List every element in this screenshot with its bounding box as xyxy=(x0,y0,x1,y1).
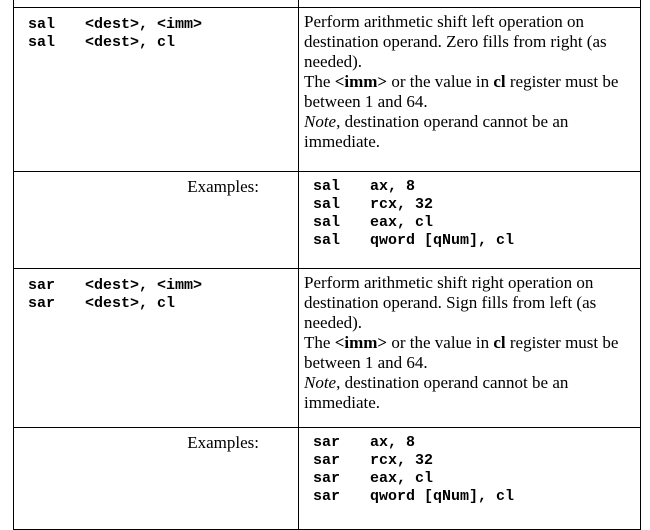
code-line xyxy=(313,232,640,250)
note-label: Note xyxy=(304,112,337,131)
code-operands: ax, 8 xyxy=(370,434,416,451)
code-mnemonic: sar xyxy=(313,488,341,505)
syntax-operands: <dest>, <imm> xyxy=(85,16,203,33)
code-line xyxy=(313,214,640,232)
table-row-sar xyxy=(14,269,641,428)
desc-imm-term: <imm> xyxy=(334,333,388,352)
code-mnemonic: sal xyxy=(313,196,341,213)
syntax-operands: <dest>, cl xyxy=(85,34,176,51)
syntax-mnemonic: sal xyxy=(28,16,56,33)
desc-text: The xyxy=(304,72,335,91)
code-operands: ax, 8 xyxy=(370,178,416,195)
note-text: , destination operand cannot be an immediate. xyxy=(304,373,569,412)
sal-description-range xyxy=(304,72,632,112)
desc-text: The xyxy=(304,333,335,352)
table-row-sal-examples xyxy=(14,172,641,269)
sar-syntax-line-imm xyxy=(28,277,298,295)
code-operands: qword [qNum], cl xyxy=(370,488,515,505)
syntax-mnemonic: sal xyxy=(28,34,56,51)
syntax-operands: <dest>, cl xyxy=(85,295,176,312)
note-text: , destination operand cannot be an immediate. xyxy=(304,112,569,151)
code-mnemonic: sal xyxy=(313,178,341,195)
sar-description-cell xyxy=(299,269,641,428)
instruction-reference-table xyxy=(13,0,641,530)
header-cell-instruction xyxy=(14,0,299,8)
desc-text: register must be between 1 and 64. xyxy=(304,333,619,372)
code-operands: qword [qNum], cl xyxy=(370,232,515,249)
desc-text: or the value in xyxy=(387,333,494,352)
syntax-mnemonic: sar xyxy=(28,295,56,312)
code-operands: eax, cl xyxy=(370,214,434,231)
syntax-operands: <dest>, <imm> xyxy=(85,277,203,294)
desc-text: register must be between 1 and 64. xyxy=(304,72,619,111)
sar-examples-label: Examples: xyxy=(14,428,299,530)
code-mnemonic: sar xyxy=(313,470,341,487)
code-line xyxy=(313,452,640,470)
sal-syntax-cell xyxy=(14,8,299,172)
syntax-mnemonic: sar xyxy=(28,277,56,294)
desc-cl-term: cl xyxy=(493,72,506,91)
sal-examples-cell xyxy=(299,172,641,269)
sal-description-line1: Perform arithmetic shift left operation on destination operand. Zero fills from right (as needed). xyxy=(304,12,607,71)
sar-description-range xyxy=(304,333,632,373)
code-line xyxy=(313,470,640,488)
code-line xyxy=(313,488,640,506)
code-mnemonic: sal xyxy=(313,214,341,231)
sal-description-cell xyxy=(299,8,641,172)
code-operands: rcx, 32 xyxy=(370,196,434,213)
code-mnemonic: sar xyxy=(313,434,341,451)
sar-examples-cell xyxy=(299,428,641,530)
instruction-reference-table-container xyxy=(13,0,640,530)
sar-description-line1: Perform arithmetic shift right operation on destination operand. Sign fills from left (as needed). xyxy=(304,273,597,332)
sal-syntax-line-cl xyxy=(28,34,298,52)
sal-examples-label: Examples: xyxy=(14,172,299,269)
desc-imm-term: <imm> xyxy=(334,72,388,91)
table-row-sal xyxy=(14,8,641,172)
code-operands: rcx, 32 xyxy=(370,452,434,469)
sar-syntax-cell xyxy=(14,269,299,428)
note-label: Note xyxy=(304,373,337,392)
desc-text: or the value in xyxy=(387,72,494,91)
code-operands: eax, cl xyxy=(370,470,434,487)
code-mnemonic: sal xyxy=(313,232,341,249)
sal-description-note xyxy=(304,112,632,152)
code-line xyxy=(313,196,640,214)
sar-syntax-line-cl xyxy=(28,295,298,313)
header-cell-explanation xyxy=(299,0,641,8)
sar-description-note xyxy=(304,373,632,413)
code-line xyxy=(313,178,640,196)
code-mnemonic: sar xyxy=(313,452,341,469)
sal-syntax-line-imm xyxy=(28,16,298,34)
table-row-sar-examples xyxy=(14,428,641,530)
desc-cl-term: cl xyxy=(493,333,506,352)
code-line xyxy=(313,434,640,452)
table-header-row xyxy=(14,0,641,8)
